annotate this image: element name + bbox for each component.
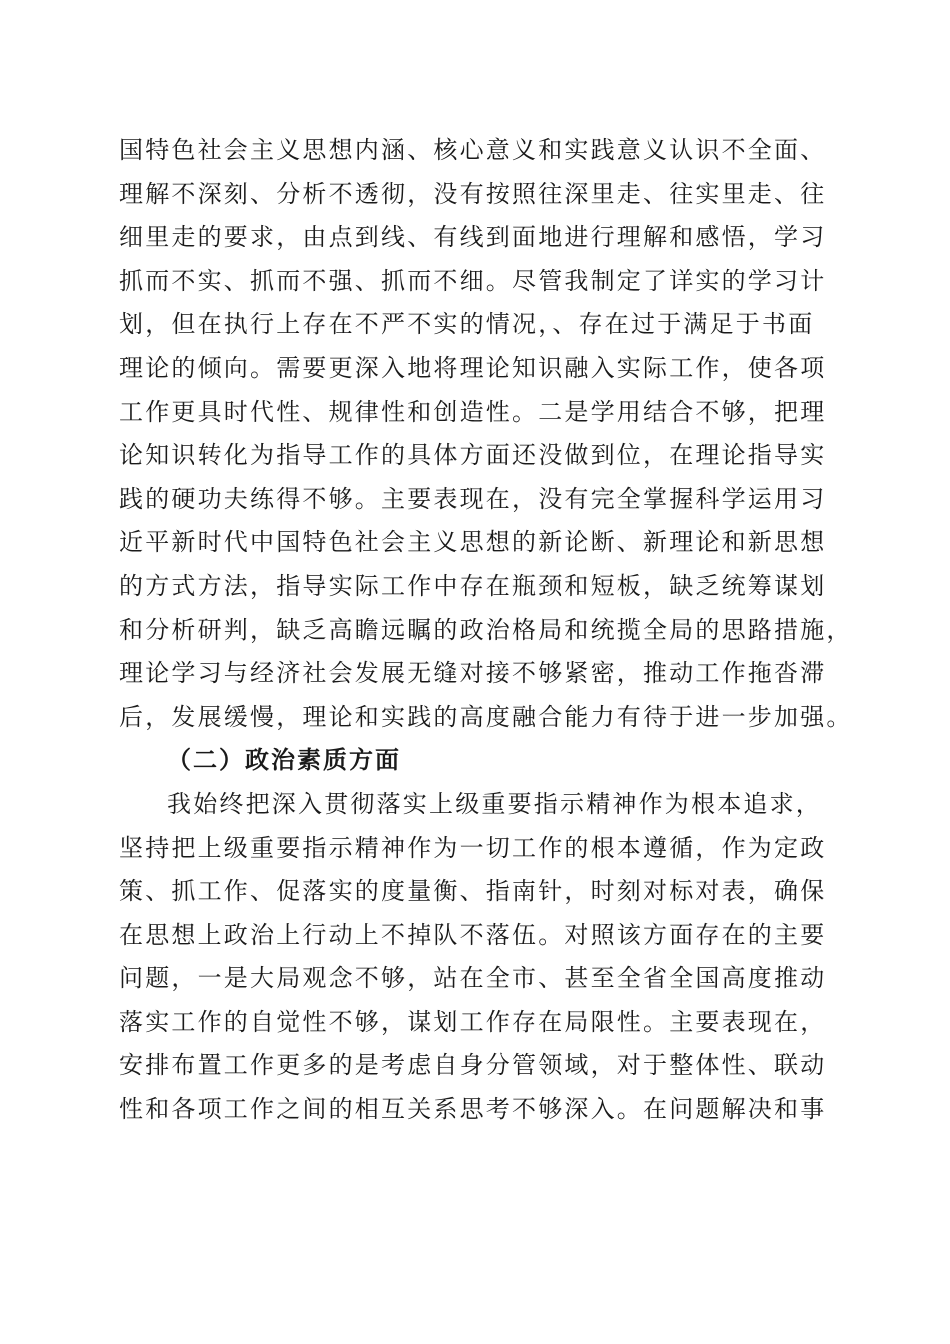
para2-line: 问题，一是大局观念不够，站在全市、甚至全省全国高度推动 [119,964,827,993]
para1-line: 和分析研判，缺乏高瞻远瞩的政治格局和统揽全局的思路措施， [119,615,853,644]
para1-line: 抓而不实、抓而不强、抓而不细。尽管我制定了详实的学习计 [119,266,827,295]
para2-line: 安排布置工作更多的是考虑自身分管领域，对于整体性、联动 [119,1051,827,1080]
para2-line: 落实工作的自觉性不够，谋划工作存在局限性。主要表现在， [119,1007,827,1036]
para2-line: 在思想上政治上行动上不掉队不落伍。对照该方面存在的主要 [119,920,827,949]
para1-line: 践的硬功夫练得不够。主要表现在，没有完全掌握科学运用习 [119,484,827,513]
para1-line: 论知识转化为指导工作的具体方面还没做到位，在理论指导实 [119,441,827,470]
para1-line: 理论学习与经济社会发展无缝对接不够紧密，推动工作拖沓滞 [119,659,827,688]
para1-line: 理解不深刻、分析不透彻，没有按照往深里走、往实里走、往 [119,179,827,208]
para1-line: 划，但在执行上存在不严不实的情况，、存在过于满足于书面 [119,310,815,339]
section-heading: （二）政治素质方面 [167,746,401,775]
para1-line: 后，发展缓慢，理论和实践的高度融合能力有待于进一步加强。 [119,702,853,731]
para1-line: 工作更具时代性、规律性和创造性。二是学用结合不够，把理 [119,397,827,426]
para2-line: 策、抓工作、促落实的度量衡、指南针，时刻对标对表，确保 [119,877,827,906]
para2-line: 性和各项工作之间的相互关系思考不够深入。在问题解决和事 [119,1095,827,1124]
para2-line: 坚持把上级重要指示精神作为一切工作的根本遵循，作为定政 [119,833,827,862]
para1-line: 近平新时代中国特色社会主义思想的新论断、新理论和新思想 [119,528,827,557]
para1-line: 国特色社会主义思想内涵、核心意义和实践意义认识不全面、 [119,136,827,164]
body-text [119,129,853,1132]
para1-line: 理论的倾向。需要更深入地将理论知识融入实际工作，使各项 [119,353,827,382]
para1-line: 细里走的要求，由点到线、有线到面地进行理解和感悟，学习 [119,223,827,252]
para2-line: 我始终把深入贯彻落实上级重要指示精神作为根本追求， [167,789,822,818]
para1-line: 的方式方法，指导实际工作中存在瓶颈和短板，缺乏统筹谋划 [119,571,827,600]
